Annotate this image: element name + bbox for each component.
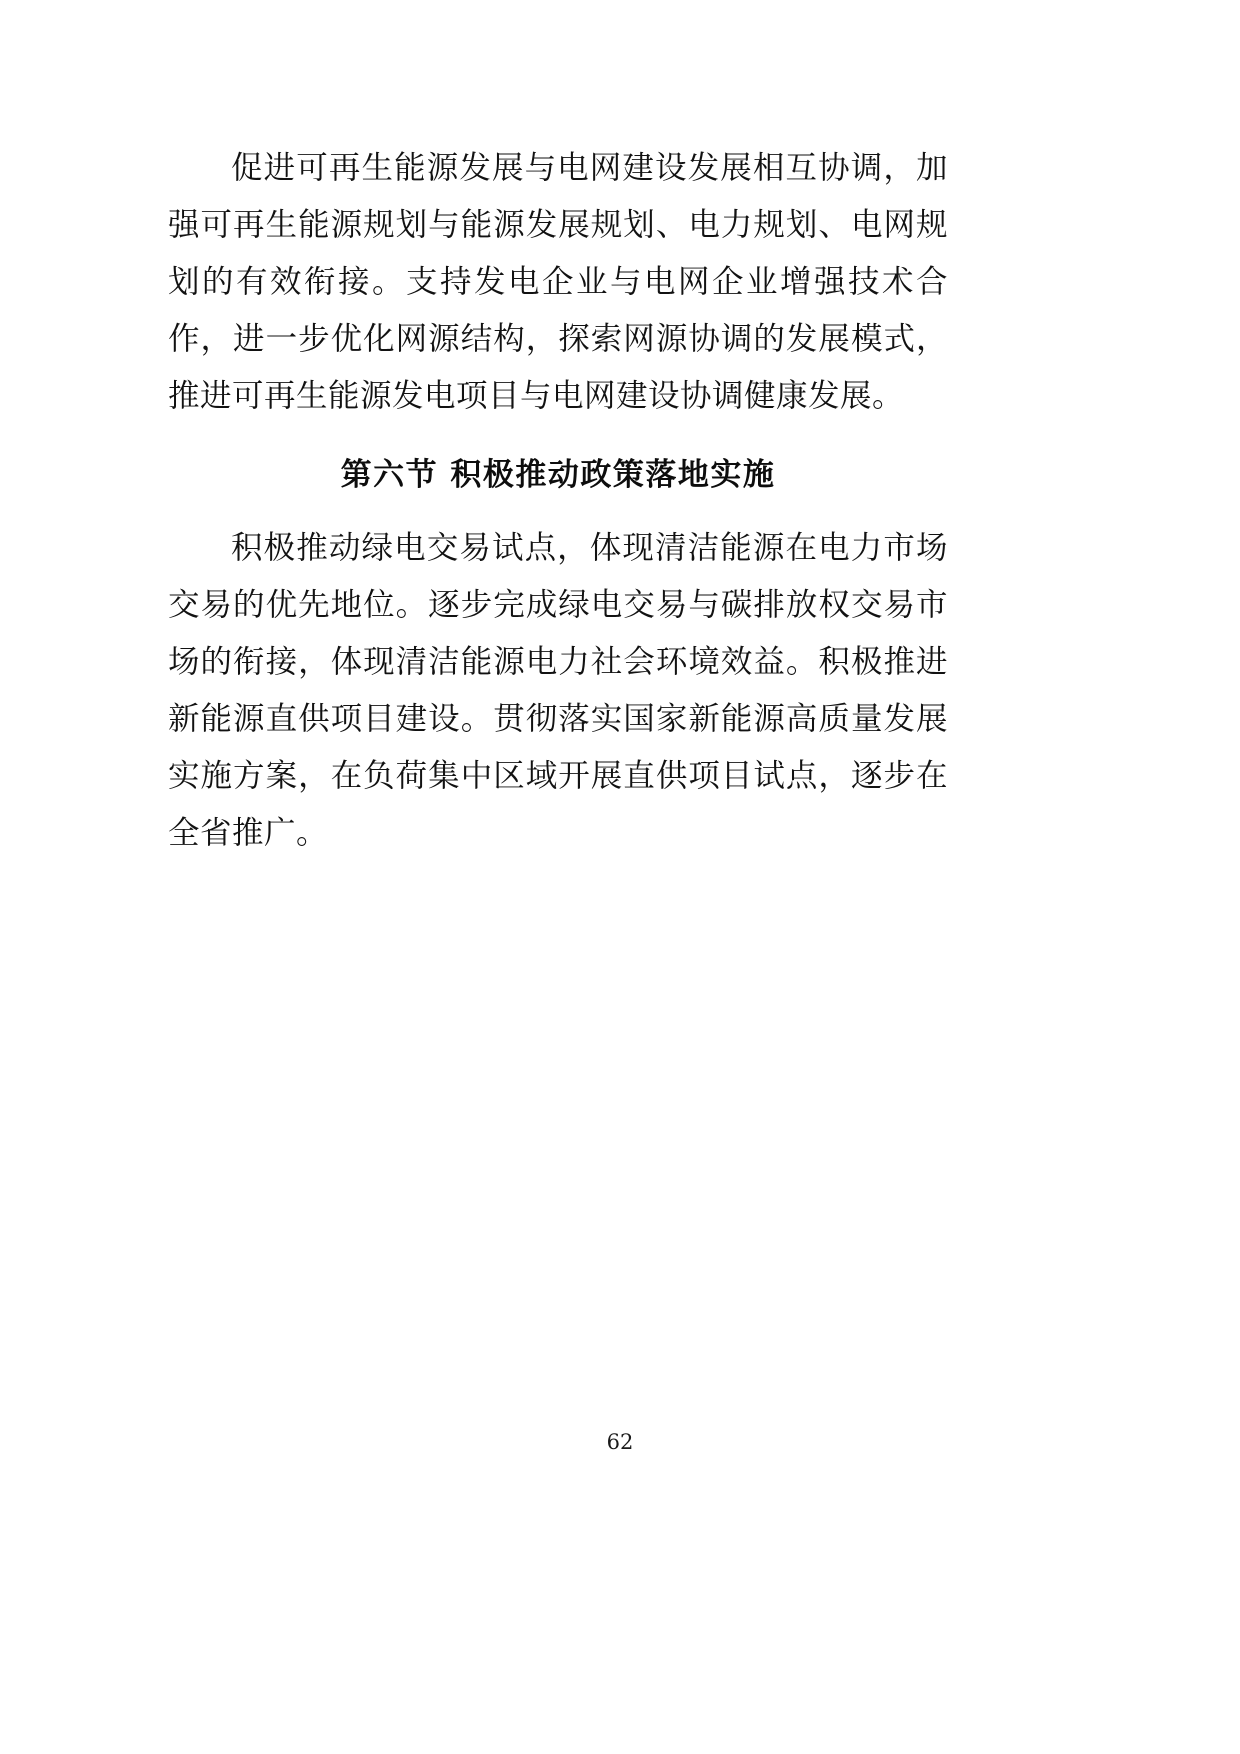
page-number: 62 xyxy=(606,1430,634,1454)
page-content xyxy=(168,140,948,868)
section-heading-six: 第六节 积极推动政策落地实施 xyxy=(340,457,776,493)
paragraph-green-power-trading: 积极推动绿电交易试点，体现清洁能源在电力市场交易的优先地位。逐步完成绿电交易与碳排放权交易市场的衔接，体现清洁能源电力社会环境效益。积极推进新能源直供项目建设。贯彻落实国家新能源高质量发展实施方案，在负荷集中区域开展直供项目试点，逐步在全省推广。 xyxy=(168,530,948,851)
paragraph-renewable-grid-coordination: 促进可再生能源发展与电网建设发展相互协调，加强可再生能源规划与能源发展规划、电力规划、电网规划的有效衔接。支持发电企业与电网企业增强技术合作，进一步优化网源结构，探索网源协调的发展模式，推进可再生能源发电项目与电网建设协调健康发展。 xyxy=(168,150,948,414)
